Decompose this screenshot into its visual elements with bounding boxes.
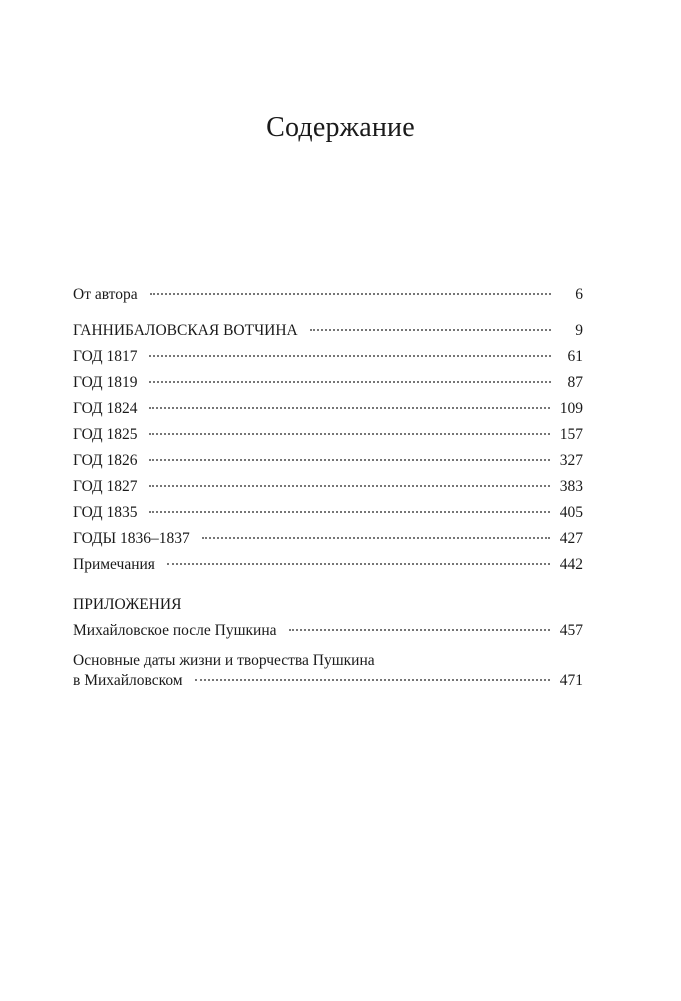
toc-entry-label: ГОД 1826 [73,452,138,469]
appendix-heading: ПРИЛОЖЕНИЯ [73,596,182,613]
dot-leader [149,432,549,435]
toc-entry[interactable] [73,374,583,400]
toc-entry-label-line1: Основные даты жизни и творчества Пушкина [73,652,375,669]
toc-entry-foreword[interactable] [73,286,583,312]
toc-entry[interactable] [73,452,583,478]
toc-entry-label: ГОД 1835 [73,504,138,521]
toc-entry-label: ГОД 1817 [73,348,138,365]
toc-entry-label: Михайловское после Пушкина [73,622,277,639]
toc-entry-page: 405 [559,504,583,521]
dot-leader [149,354,551,357]
dot-leader [289,628,550,631]
toc-entry-label: От автора [73,286,138,303]
toc-entry-label: ГОД 1825 [73,426,138,443]
toc-entry-page: 327 [559,452,583,469]
toc-entry[interactable] [73,426,583,452]
toc-entry-page: 61 [567,348,583,365]
dot-leader [149,380,551,383]
toc-entry-page: 9 [575,322,583,339]
toc-entry-page: 457 [559,622,583,639]
toc-entry-page: 427 [559,530,583,547]
table-of-contents [73,286,583,698]
dot-leader [149,510,549,513]
toc-entry-label: Примечания [73,556,155,573]
toc-entry-label: ГОДЫ 1836–1837 [73,530,190,547]
toc-entry-multiline[interactable] [73,652,583,698]
toc-entry[interactable] [73,322,583,348]
dot-leader [202,536,550,539]
toc-entry[interactable] [73,504,583,530]
toc-entry-label: ГОД 1827 [73,478,138,495]
dot-leader [195,678,550,681]
toc-entry-page: 471 [559,672,583,689]
dot-leader [149,458,549,461]
toc-entry[interactable] [73,530,583,556]
toc-entry-page: 383 [559,478,583,495]
toc-entry[interactable] [73,348,583,374]
toc-entry-page: 442 [559,556,583,573]
dot-leader [150,292,551,295]
toc-entry[interactable] [73,400,583,426]
toc-entry-label-line2: в Михайловском [73,672,183,689]
page-title: Содержание [266,112,415,143]
toc-entry-page: 87 [567,374,583,391]
dot-leader [149,484,549,487]
toc-entry[interactable] [73,556,583,582]
toc-entry[interactable] [73,478,583,504]
toc-entry-label: ГОД 1824 [73,400,138,417]
toc-entry-label: ГАННИБАЛОВСКАЯ ВОТЧИНА [73,322,298,339]
toc-entry-page: 109 [559,400,583,417]
dot-leader [149,406,549,409]
dot-leader [310,328,551,331]
dot-leader [167,562,550,565]
toc-entry[interactable] [73,622,583,648]
toc-entry-page: 157 [559,426,583,443]
toc-entry-label: ГОД 1819 [73,374,138,391]
toc-entry-page: 6 [575,286,583,303]
